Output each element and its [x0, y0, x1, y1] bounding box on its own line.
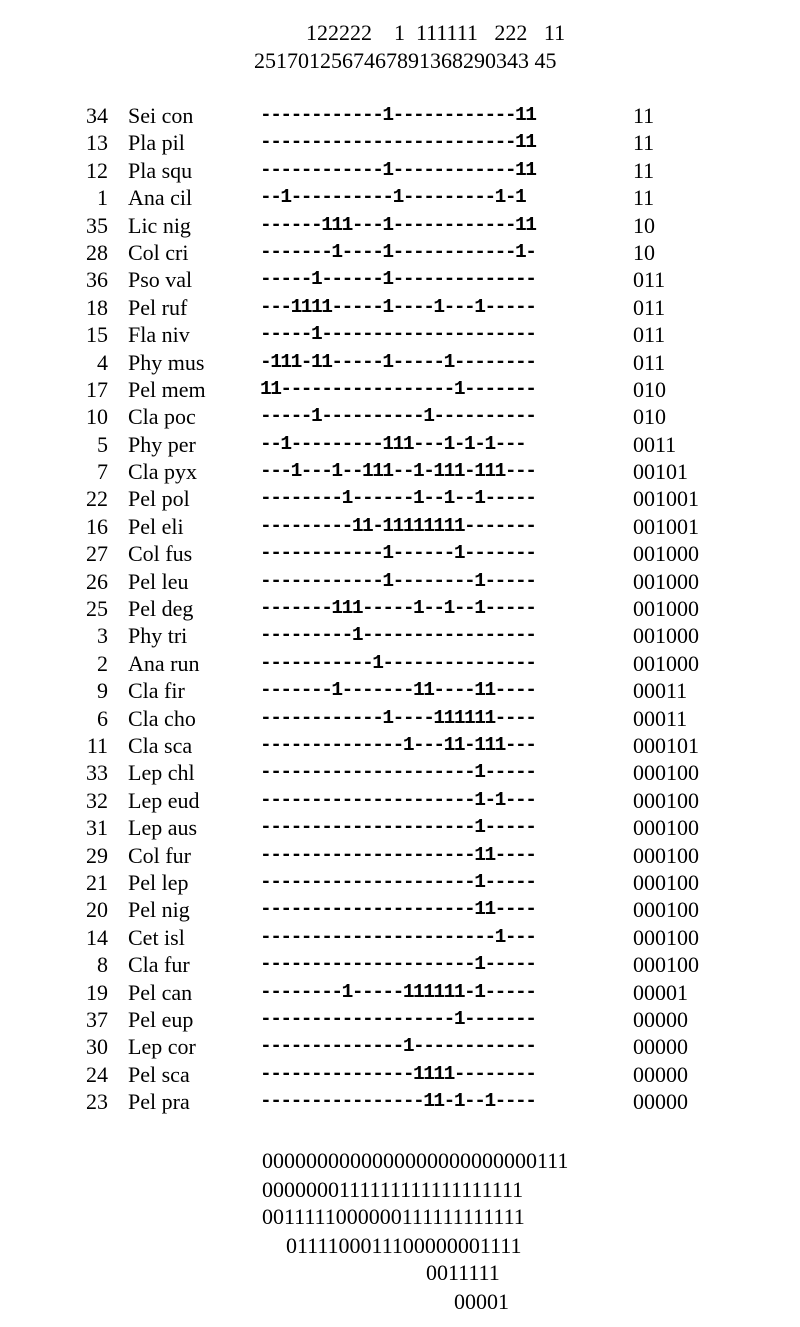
- species-name: Ana run: [128, 650, 200, 676]
- row-number: 29: [86, 842, 108, 868]
- row-number: 9: [97, 678, 108, 704]
- group-code: 00000: [633, 1006, 688, 1032]
- presence-pattern: ---------------------1-----: [260, 761, 536, 784]
- group-code: 00000: [633, 1034, 688, 1060]
- presence-pattern: ---------------------11----: [260, 898, 536, 921]
- species-name: Pel pra: [128, 1089, 190, 1115]
- group-code: 001000: [633, 623, 699, 649]
- species-name: Lic nig: [128, 212, 191, 238]
- presence-pattern: --------1------1--1--1-----: [260, 487, 536, 510]
- presence-pattern: ---1111-----1----1---1-----: [260, 295, 536, 318]
- species-name: Pel deg: [128, 596, 194, 622]
- row-number: 8: [97, 952, 108, 978]
- row-number: 6: [97, 705, 108, 731]
- table-row: [0, 102, 800, 129]
- species-name: Col fus: [128, 541, 193, 567]
- group-code: 000100: [633, 897, 699, 923]
- table-row: [0, 321, 800, 348]
- species-name: Phy tri: [128, 623, 188, 649]
- row-number: 14: [86, 924, 108, 950]
- table-row: [0, 732, 800, 759]
- footer-line-6: 00001: [454, 1289, 509, 1314]
- presence-pattern: ----------------11-1--1----: [260, 1090, 536, 1113]
- presence-pattern: -----1----------1----------: [260, 405, 536, 428]
- table-row: [0, 814, 800, 841]
- table-row: [0, 239, 800, 266]
- table-row: [0, 568, 800, 595]
- group-code: 000100: [633, 924, 699, 950]
- group-code: 10: [633, 239, 655, 265]
- species-name: Pel nig: [128, 897, 190, 923]
- table-row: [0, 787, 800, 814]
- species-name: Lep eud: [128, 787, 200, 813]
- table-row: [0, 294, 800, 321]
- footer-line-4: 0111100011100000001111: [286, 1233, 522, 1258]
- presence-pattern: ---1---1--111--1-111-111---: [260, 460, 536, 483]
- presence-pattern: ---------------------1-----: [260, 816, 536, 839]
- presence-pattern: -------------------1-------: [260, 1007, 536, 1030]
- presence-pattern: ------------1----111111----: [260, 706, 536, 729]
- presence-pattern: ---------1-----------------: [260, 624, 536, 647]
- row-number: 24: [86, 1061, 108, 1087]
- group-code: 000100: [633, 869, 699, 895]
- group-code: 00001: [633, 979, 688, 1005]
- species-name: Pla pil: [128, 130, 185, 156]
- group-code: 011: [633, 322, 666, 348]
- row-number: 35: [86, 212, 108, 238]
- row-number: 37: [86, 1006, 108, 1032]
- species-name: Fla niv: [128, 322, 190, 348]
- species-name: Pel sca: [128, 1061, 190, 1087]
- table-row: [0, 979, 800, 1006]
- group-code: 000100: [633, 787, 699, 813]
- table-row: [0, 376, 800, 403]
- species-table: [0, 102, 800, 1115]
- table-row: [0, 129, 800, 156]
- table-row: [0, 212, 800, 239]
- group-code: 00000: [633, 1061, 688, 1087]
- presence-pattern: -----1---------------------: [260, 323, 536, 346]
- species-name: Ana cil: [128, 185, 193, 211]
- species-name: Pel can: [128, 979, 193, 1005]
- species-name: Cla fur: [128, 952, 190, 978]
- group-code: 011: [633, 349, 666, 375]
- presence-pattern: -------1-------11----11----: [260, 679, 536, 702]
- species-name: Cla poc: [128, 404, 196, 430]
- row-number: 21: [86, 869, 108, 895]
- row-number: 33: [86, 760, 108, 786]
- table-row: [0, 705, 800, 732]
- species-name: Pel ruf: [128, 294, 188, 320]
- presence-pattern: ---------11-11111111-------: [260, 514, 536, 537]
- group-code: 001001: [633, 513, 699, 539]
- table-row: [0, 869, 800, 896]
- presence-pattern: ------------1--------1-----: [260, 569, 536, 592]
- species-name: Pel leu: [128, 568, 189, 594]
- species-name: Lep cor: [128, 1034, 196, 1060]
- table-row: [0, 431, 800, 458]
- group-code: 0011: [633, 431, 677, 457]
- species-name: Cet isl: [128, 924, 185, 950]
- row-number: 4: [97, 349, 108, 375]
- group-code: 011: [633, 267, 666, 293]
- group-code: 001000: [633, 596, 699, 622]
- group-code: 001001: [633, 486, 699, 512]
- table-row: [0, 540, 800, 567]
- group-code: 001000: [633, 541, 699, 567]
- group-code: 10: [633, 212, 655, 238]
- presence-pattern: ------111---1------------11: [260, 213, 536, 236]
- row-number: 11: [86, 732, 108, 758]
- species-name: Col cri: [128, 239, 189, 265]
- table-row: [0, 485, 800, 512]
- species-name: Pel eli: [128, 513, 184, 539]
- presence-pattern: ------------1------------11: [260, 158, 536, 181]
- row-number: 34: [86, 103, 108, 128]
- row-number: 28: [86, 239, 108, 265]
- group-code: 011: [633, 294, 666, 320]
- species-name: Sei con: [128, 103, 194, 128]
- group-code: 000100: [633, 952, 699, 978]
- presence-pattern: ------------1------1-------: [260, 542, 536, 565]
- table-row: [0, 650, 800, 677]
- presence-pattern: -----------1---------------: [260, 651, 536, 674]
- presence-pattern: -------------------------11: [260, 131, 536, 154]
- species-name: Phy mus: [128, 349, 205, 375]
- row-number: 32: [86, 787, 108, 813]
- species-name: Pel lep: [128, 869, 189, 895]
- species-name: Lep chl: [128, 760, 195, 786]
- species-name: Cla cho: [128, 705, 196, 731]
- row-number: 15: [86, 322, 108, 348]
- group-code: 000100: [633, 815, 699, 841]
- column-header-line-1: 122222 1 111111 222 11: [306, 20, 566, 45]
- species-name: Cla sca: [128, 732, 193, 758]
- presence-pattern: -------1----1------------1-: [260, 240, 536, 263]
- table-row: [0, 951, 800, 978]
- species-name: Pla squ: [128, 157, 193, 183]
- footer-line-1: 0000000000000000000000000111: [262, 1148, 569, 1173]
- table-row: [0, 622, 800, 649]
- group-code: 11: [633, 130, 655, 156]
- presence-pattern: --1---------111---1-1-1---: [260, 432, 526, 455]
- species-name: Cla pyx: [128, 459, 198, 485]
- row-number: 16: [86, 513, 108, 539]
- row-number: 5: [97, 431, 108, 457]
- table-row: [0, 924, 800, 951]
- group-code: 001000: [633, 568, 699, 594]
- footer-line-2: 0000000111111111111111111: [262, 1177, 524, 1202]
- table-row: [0, 1006, 800, 1033]
- table-row: [0, 458, 800, 485]
- presence-pattern: -----------------------1---: [260, 925, 536, 948]
- row-number: 12: [86, 157, 108, 183]
- table-row: [0, 677, 800, 704]
- row-number: 7: [97, 459, 108, 485]
- species-name: Pso val: [128, 267, 193, 293]
- group-code: 00011: [633, 705, 688, 731]
- row-number: 26: [86, 568, 108, 594]
- group-code: 00101: [633, 459, 688, 485]
- presence-pattern: -----1------1--------------: [260, 268, 536, 291]
- group-code: 00011: [633, 678, 688, 704]
- row-number: 17: [86, 376, 108, 402]
- table-row: [0, 184, 800, 211]
- species-name: Pel mem: [128, 376, 206, 402]
- footer-line-3: 0011111000000111111111111: [262, 1204, 525, 1229]
- row-number: 18: [86, 294, 108, 320]
- presence-pattern: ---------------------11----: [260, 843, 536, 866]
- row-number: 20: [86, 897, 108, 923]
- row-number: 22: [86, 486, 108, 512]
- table-row: [0, 266, 800, 293]
- row-number: 10: [86, 404, 108, 430]
- group-code: 000100: [633, 760, 699, 786]
- species-name: Cla fir: [128, 678, 185, 704]
- table-row: [0, 595, 800, 622]
- table-row: [0, 1088, 800, 1115]
- table-row: [0, 1061, 800, 1088]
- presence-pattern: ---------------------1-1---: [260, 788, 536, 811]
- column-header-line-2: 2517012567467891368290343 45: [254, 48, 557, 73]
- footer-line-5: 0011111: [426, 1260, 500, 1285]
- presence-pattern: ---------------------1-----: [260, 953, 536, 976]
- row-number: 13: [86, 130, 108, 156]
- group-code: 010: [633, 404, 666, 430]
- group-code: 000101: [633, 732, 699, 758]
- presence-pattern: --1----------1---------1-1: [260, 186, 526, 209]
- species-name: Col fur: [128, 842, 191, 868]
- species-name: Pel pol: [128, 486, 190, 512]
- presence-pattern: ------------1------------11: [260, 104, 536, 126]
- row-number: 1: [97, 185, 108, 211]
- row-number: 2: [97, 650, 108, 676]
- presence-pattern: --------1-----111111-1-----: [260, 980, 536, 1003]
- species-name: Lep aus: [128, 815, 198, 841]
- table-row: [0, 513, 800, 540]
- group-code: 000100: [633, 842, 699, 868]
- group-code: 00000: [633, 1089, 688, 1115]
- row-number: 25: [86, 596, 108, 622]
- row-number: 23: [86, 1089, 108, 1115]
- table-row: [0, 403, 800, 430]
- presence-pattern: --------------1------------: [260, 1035, 536, 1058]
- presence-pattern: --------------1---11-111---: [260, 733, 536, 756]
- group-code: 010: [633, 376, 666, 402]
- group-code: 11: [633, 103, 655, 128]
- table-row: [0, 1033, 800, 1060]
- group-code: 001000: [633, 650, 699, 676]
- row-number: 30: [86, 1034, 108, 1060]
- group-code: 11: [633, 185, 655, 211]
- row-number: 36: [86, 267, 108, 293]
- presence-pattern: -111-11-----1-----1--------: [260, 350, 536, 373]
- table-row: [0, 157, 800, 184]
- table-row: [0, 842, 800, 869]
- group-code: 11: [633, 157, 655, 183]
- presence-pattern: ---------------------1-----: [260, 870, 536, 893]
- presence-pattern: ---------------1111--------: [260, 1062, 536, 1085]
- row-number: 3: [97, 623, 108, 649]
- row-number: 31: [86, 815, 108, 841]
- species-name: Phy per: [128, 431, 196, 457]
- row-number: 19: [86, 979, 108, 1005]
- presence-pattern: 11-----------------1-------: [260, 377, 536, 400]
- table-row: [0, 896, 800, 923]
- presence-pattern: -------111-----1--1--1-----: [260, 597, 536, 620]
- column-header: [0, 20, 800, 98]
- table-row: [0, 349, 800, 376]
- table-row: [0, 759, 800, 786]
- species-name: Pel eup: [128, 1006, 194, 1032]
- row-number: 27: [86, 541, 108, 567]
